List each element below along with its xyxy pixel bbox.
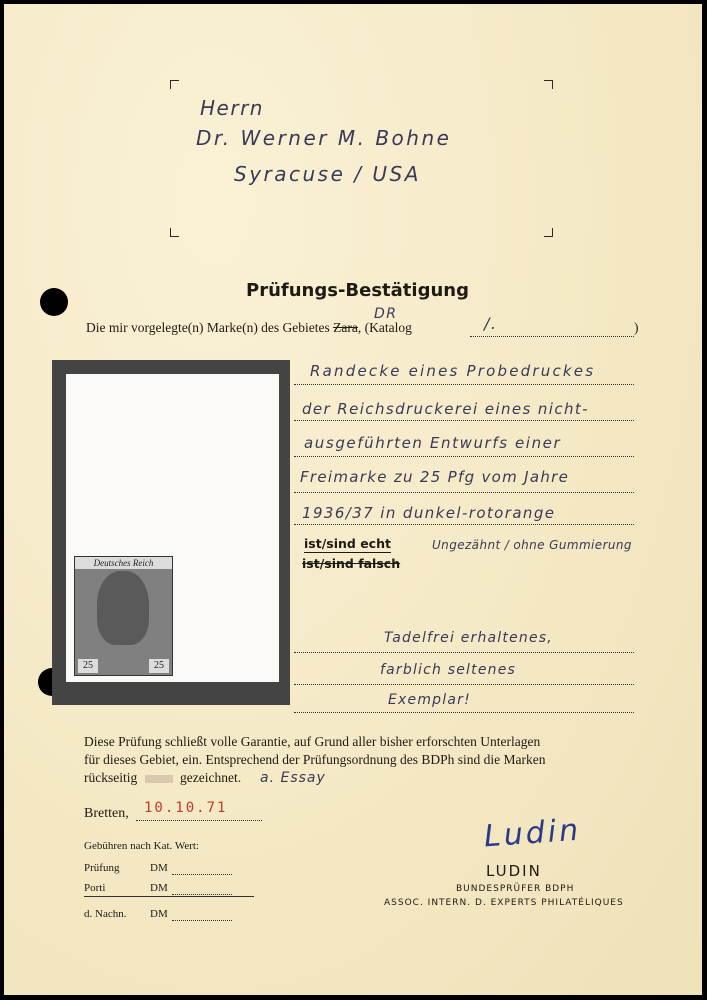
proof-margin-paper — [66, 374, 279, 682]
description-line-1: Randecke eines Probedruckes — [310, 362, 596, 380]
catalog-dotted-line — [470, 336, 634, 337]
description-line-2: der Reichsdruckerei eines nicht- — [302, 400, 589, 418]
handwritten-area: DR — [374, 306, 398, 322]
fee-total-rule — [84, 896, 254, 897]
expert-role: BUNDESPRÜFER BDPH — [456, 884, 575, 894]
address-line-2: Dr. Werner M. Bohne — [196, 126, 452, 150]
rule-3 — [294, 456, 634, 457]
punch-hole-top — [40, 288, 68, 316]
fee-unit-pruefung: DM — [150, 862, 168, 874]
intro-line: Die mir vorgelegte(n) Marke(n) des Gebietes Zara, (Katalog — [86, 320, 412, 335]
description-line-4: Freimarke zu 25 Pfg vom Jahre — [300, 468, 570, 486]
rule-1 — [294, 384, 634, 385]
fee-line-pruefung — [172, 874, 232, 875]
intro-text-b: (Katalog — [364, 320, 412, 335]
window-corner-bl — [170, 228, 179, 237]
guarantee-text-b: gezeichnet. — [180, 770, 242, 785]
guarantee-line-3 — [84, 770, 241, 786]
description-line-3: ausgeführten Entwurfs einer — [304, 434, 562, 452]
rule-4 — [294, 492, 634, 493]
condition-line-1: Tadelfrei erhaltenes, — [384, 630, 553, 646]
signature-mark-blot — [145, 775, 173, 783]
window-corner-br — [544, 228, 553, 237]
place-label: Bretten, — [84, 806, 129, 821]
fee-unit-nachnahme: DM — [150, 908, 168, 920]
rule-5 — [294, 524, 634, 525]
fees-header: Gebühren nach Kat. Wert: — [84, 840, 199, 852]
fee-unit-porti: DM — [150, 882, 168, 894]
rule-8 — [294, 712, 634, 713]
date-stamp: 10.10.71 — [144, 800, 228, 816]
guarantee-handwritten: a. Essay — [260, 770, 326, 786]
fee-label-pruefung: Prüfung — [84, 862, 120, 874]
certificate-page — [4, 4, 702, 995]
guarantee-text-a: rückseitig — [84, 770, 138, 785]
intro-close: ) — [634, 320, 639, 335]
condition-line-2: farblich seltenes — [380, 662, 517, 678]
expert-name: LUDIN — [486, 862, 542, 880]
verdict-note: Ungezähnt / ohne Gummierung — [432, 538, 632, 552]
intro-text-a: Die mir vorgelegte(n) Marke(n) des Gebietes — [86, 320, 330, 335]
window-corner-tl — [170, 80, 179, 89]
date-dotted-line — [136, 820, 262, 821]
page-title: Prüfungs-Bestätigung — [246, 280, 469, 301]
rule-2 — [294, 420, 634, 421]
address-line-3: Syracuse / USA — [234, 162, 421, 186]
fee-label-porti: Porti — [84, 882, 106, 894]
fee-label-nachnahme: d. Nachn. — [84, 908, 127, 920]
stamp-image — [74, 556, 173, 676]
guarantee-line-1: Diese Prüfung schließt volle Garantie, auf Grund aller bisher erforschten Unterlagen — [84, 734, 541, 749]
window-corner-tr — [544, 80, 553, 89]
address-line-1: Herrn — [200, 96, 264, 120]
rule-6 — [294, 652, 634, 653]
portrait-figure — [97, 571, 149, 645]
signature-scrawl: Ludin — [482, 812, 583, 855]
description-line-5: 1936/37 in dunkel-rotorange — [302, 504, 556, 522]
stamp-value-right: 25 — [149, 659, 169, 673]
condition-line-3: Exemplar! — [388, 692, 471, 708]
verdict-genuine: ist/sind echt — [304, 536, 391, 551]
specimen-mount — [52, 360, 290, 705]
catalog-value: /. — [484, 314, 498, 333]
verdict-false-struck: ist/sind falsch — [302, 556, 401, 571]
struck-area: Zara — [333, 320, 358, 335]
stamp-value-left: 25 — [78, 659, 98, 673]
expert-association: ASSOC. INTERN. D. EXPERTS PHILATÉLIQUES — [384, 898, 624, 908]
rule-7 — [294, 684, 634, 685]
fee-line-nachnahme — [172, 920, 232, 921]
fee-line-porti — [172, 894, 232, 895]
stamp-header: Deutsches Reich — [75, 557, 172, 569]
guarantee-line-2: für dieses Gebiet, ein. Entsprechend der Prüfungsordnung des BDPh sind die Marken — [84, 752, 546, 767]
